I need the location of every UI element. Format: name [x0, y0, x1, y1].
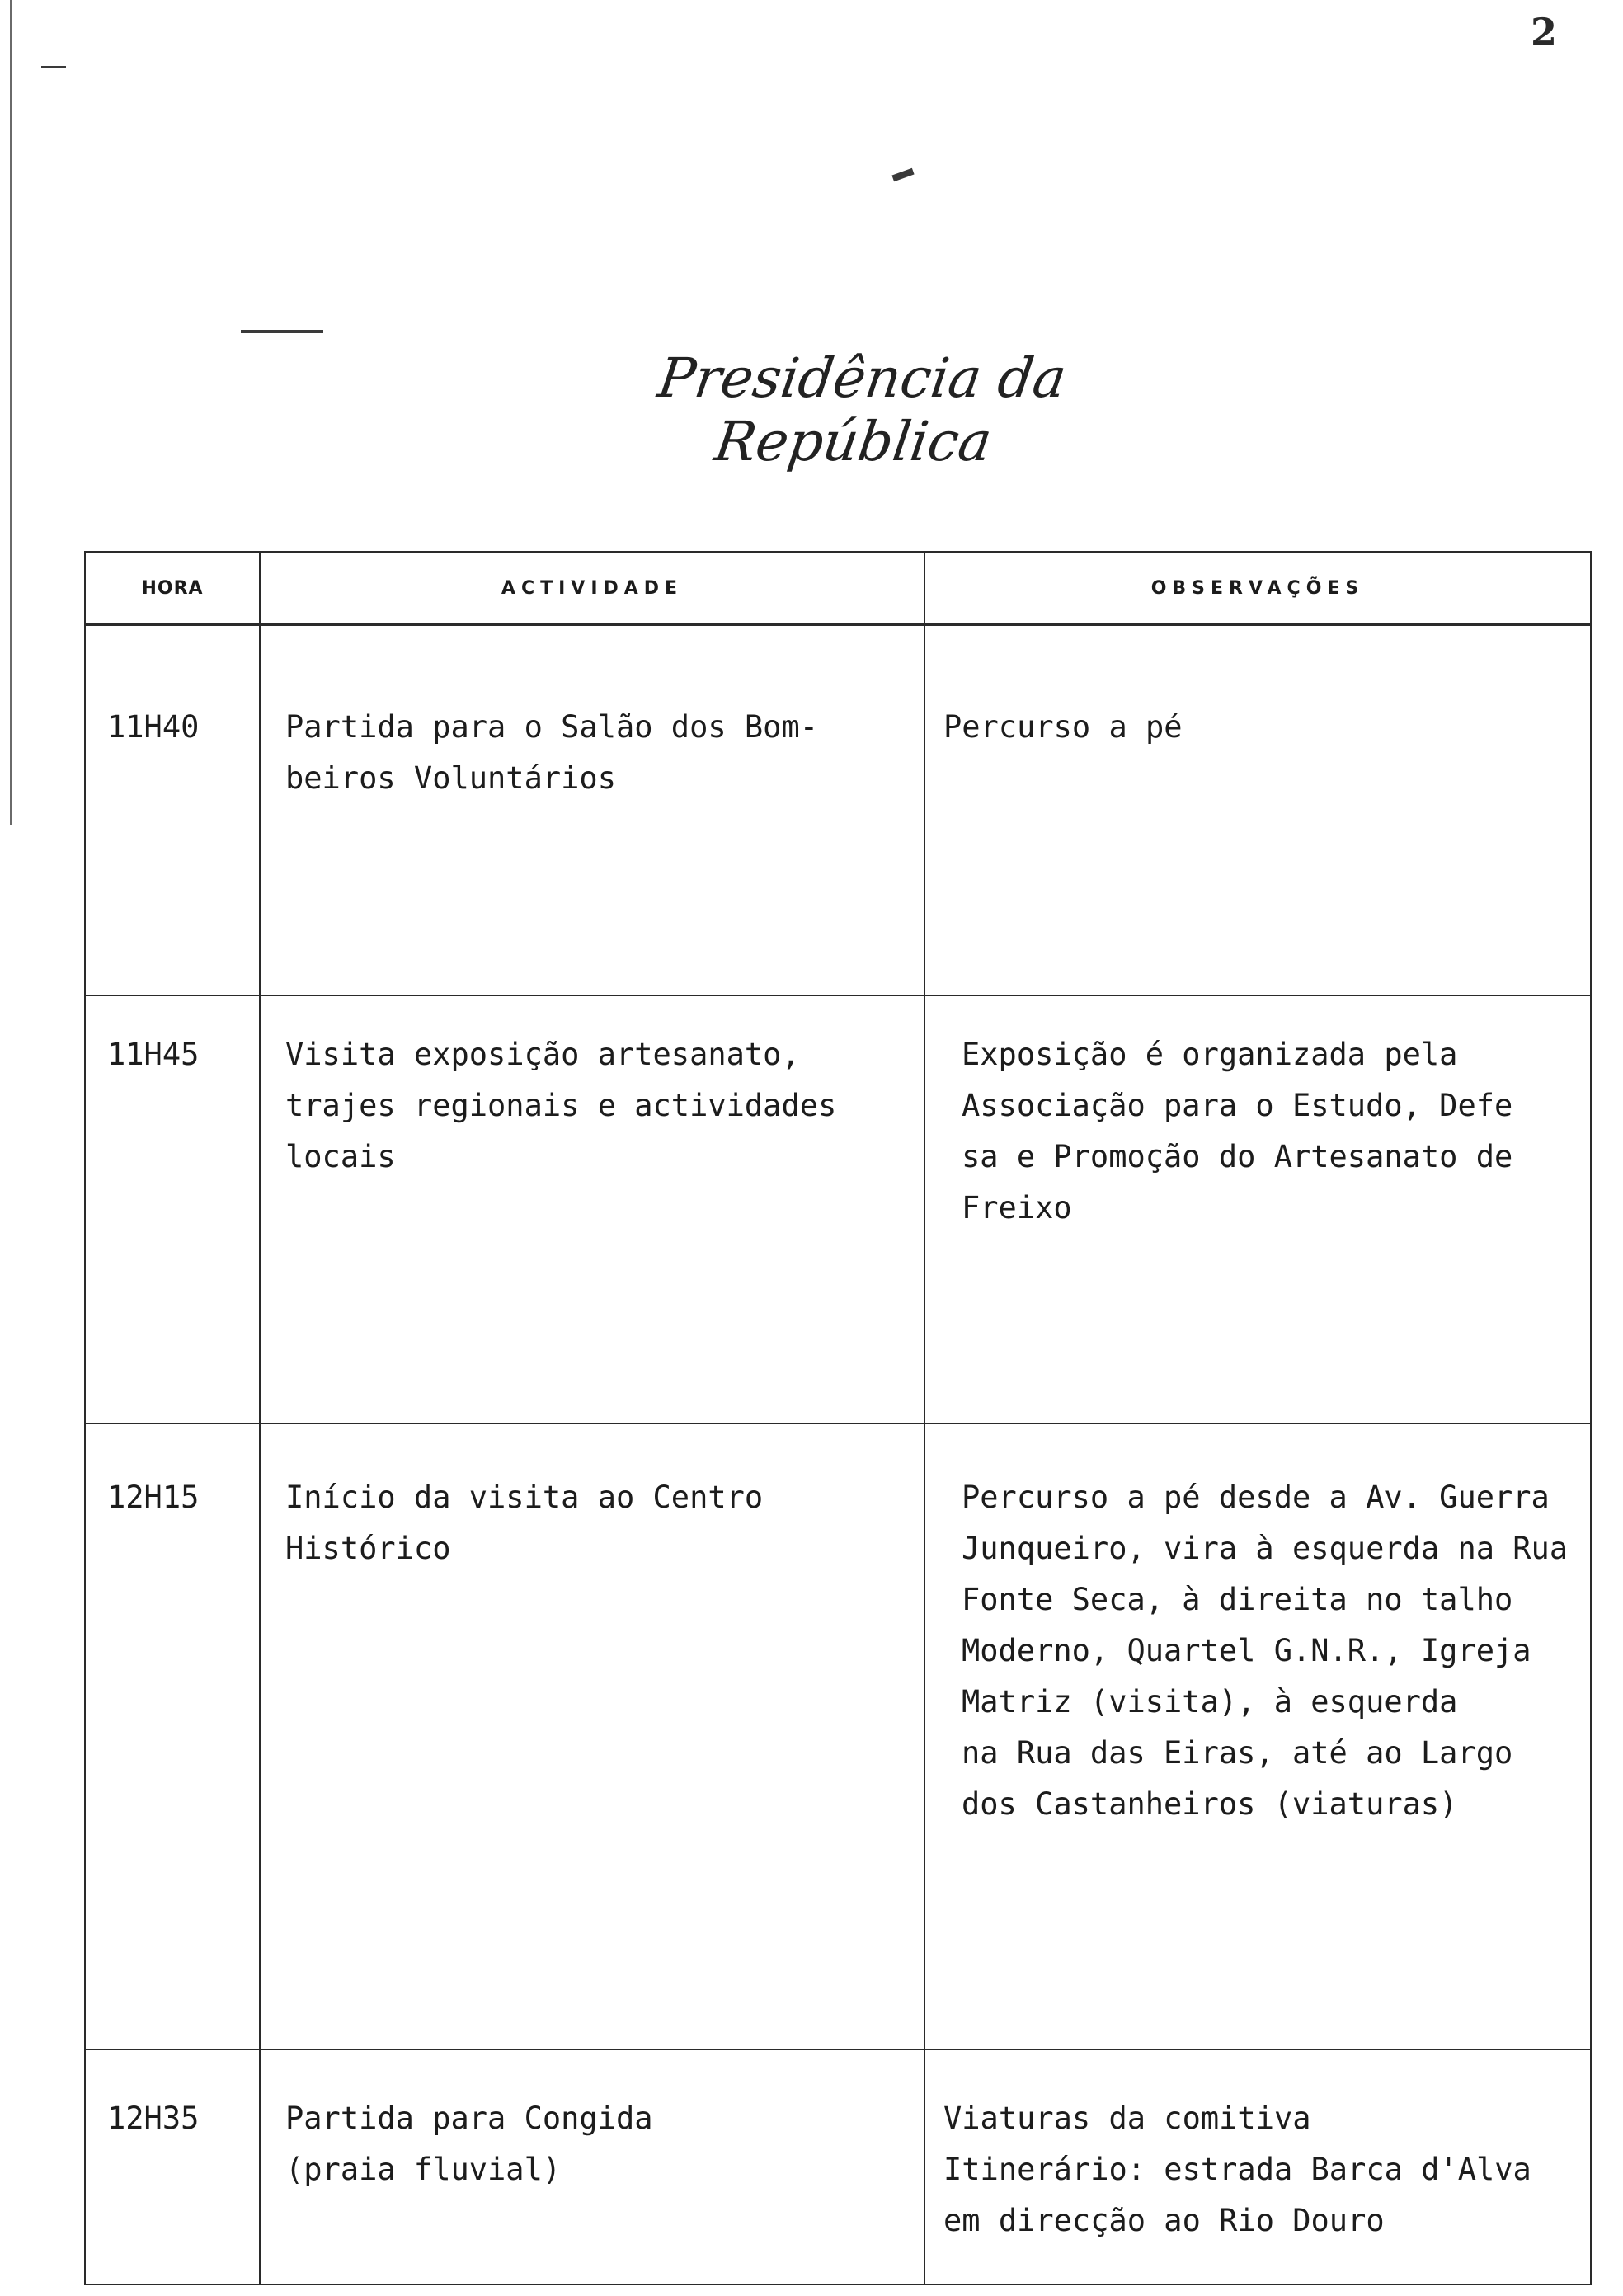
observacoes-text: Viaturas da comitiva Itinerário: estrada Barca d'Alva em direcção ao Rio Douro	[943, 2101, 1531, 2238]
hora-text: 12H35	[107, 2101, 200, 2136]
cell-actividade	[260, 2049, 924, 2284]
cell-actividade	[260, 625, 924, 996]
actividade-text: Visita exposição artesanato, trajes regionais e actividades locais	[285, 1037, 837, 1174]
table-row	[85, 2049, 1591, 2284]
column-header-actividade: ACTIVIDADE	[260, 552, 924, 625]
scan-speck	[891, 168, 914, 181]
cell-observacoes	[924, 2049, 1591, 2284]
column-header-observacoes: OBSERVAÇÕES	[924, 552, 1591, 625]
scan-speck	[41, 66, 66, 68]
column-header-hora: HORA	[85, 552, 260, 625]
actividade-text: Partida para Congida (praia fluvial)	[285, 2101, 653, 2187]
table-row	[85, 995, 1591, 1423]
table-header-row	[85, 552, 1591, 625]
scan-speck	[241, 330, 323, 333]
cell-hora	[85, 995, 260, 1423]
observacoes-text: Exposição é organizada pela Associação para o Estudo, Defe sa e Promoção do Artesanato de Freixo	[962, 1037, 1513, 1226]
cell-observacoes	[924, 1423, 1591, 2049]
cell-observacoes	[924, 995, 1591, 1423]
cell-hora	[85, 1423, 260, 2049]
table-row	[85, 1423, 1591, 2049]
letterhead-title: Presidência da República	[654, 346, 1070, 473]
cell-actividade	[260, 1423, 924, 2049]
observacoes-text: Percurso a pé desde a Av. Guerra Junqueiro, vira à esquerda na Rua Fonte Seca, à direita no talho Moderno, Quartel G.N.R., Igreja Matriz (visita), à esquerda na Rua das Eiras, até ao Largo dos Castanheiros (viaturas)	[962, 1480, 1569, 1822]
cell-actividade	[260, 995, 924, 1423]
cell-hora	[85, 2049, 260, 2284]
scan-left-edge	[10, 0, 12, 825]
actividade-text: Partida para o Salão dos Bom- beiros Voluntários	[285, 709, 819, 796]
page-number: 2	[1531, 10, 1558, 54]
hora-text: 11H40	[107, 709, 200, 745]
cell-hora	[85, 625, 260, 996]
actividade-text: Início da visita ao Centro Histórico	[285, 1480, 764, 1566]
cell-observacoes	[924, 625, 1591, 996]
schedule-table	[84, 551, 1592, 2285]
hora-text: 11H45	[107, 1037, 200, 1072]
table-row	[85, 625, 1591, 996]
observacoes-text: Percurso a pé	[943, 709, 1183, 745]
hora-text: 12H15	[107, 1480, 200, 1515]
